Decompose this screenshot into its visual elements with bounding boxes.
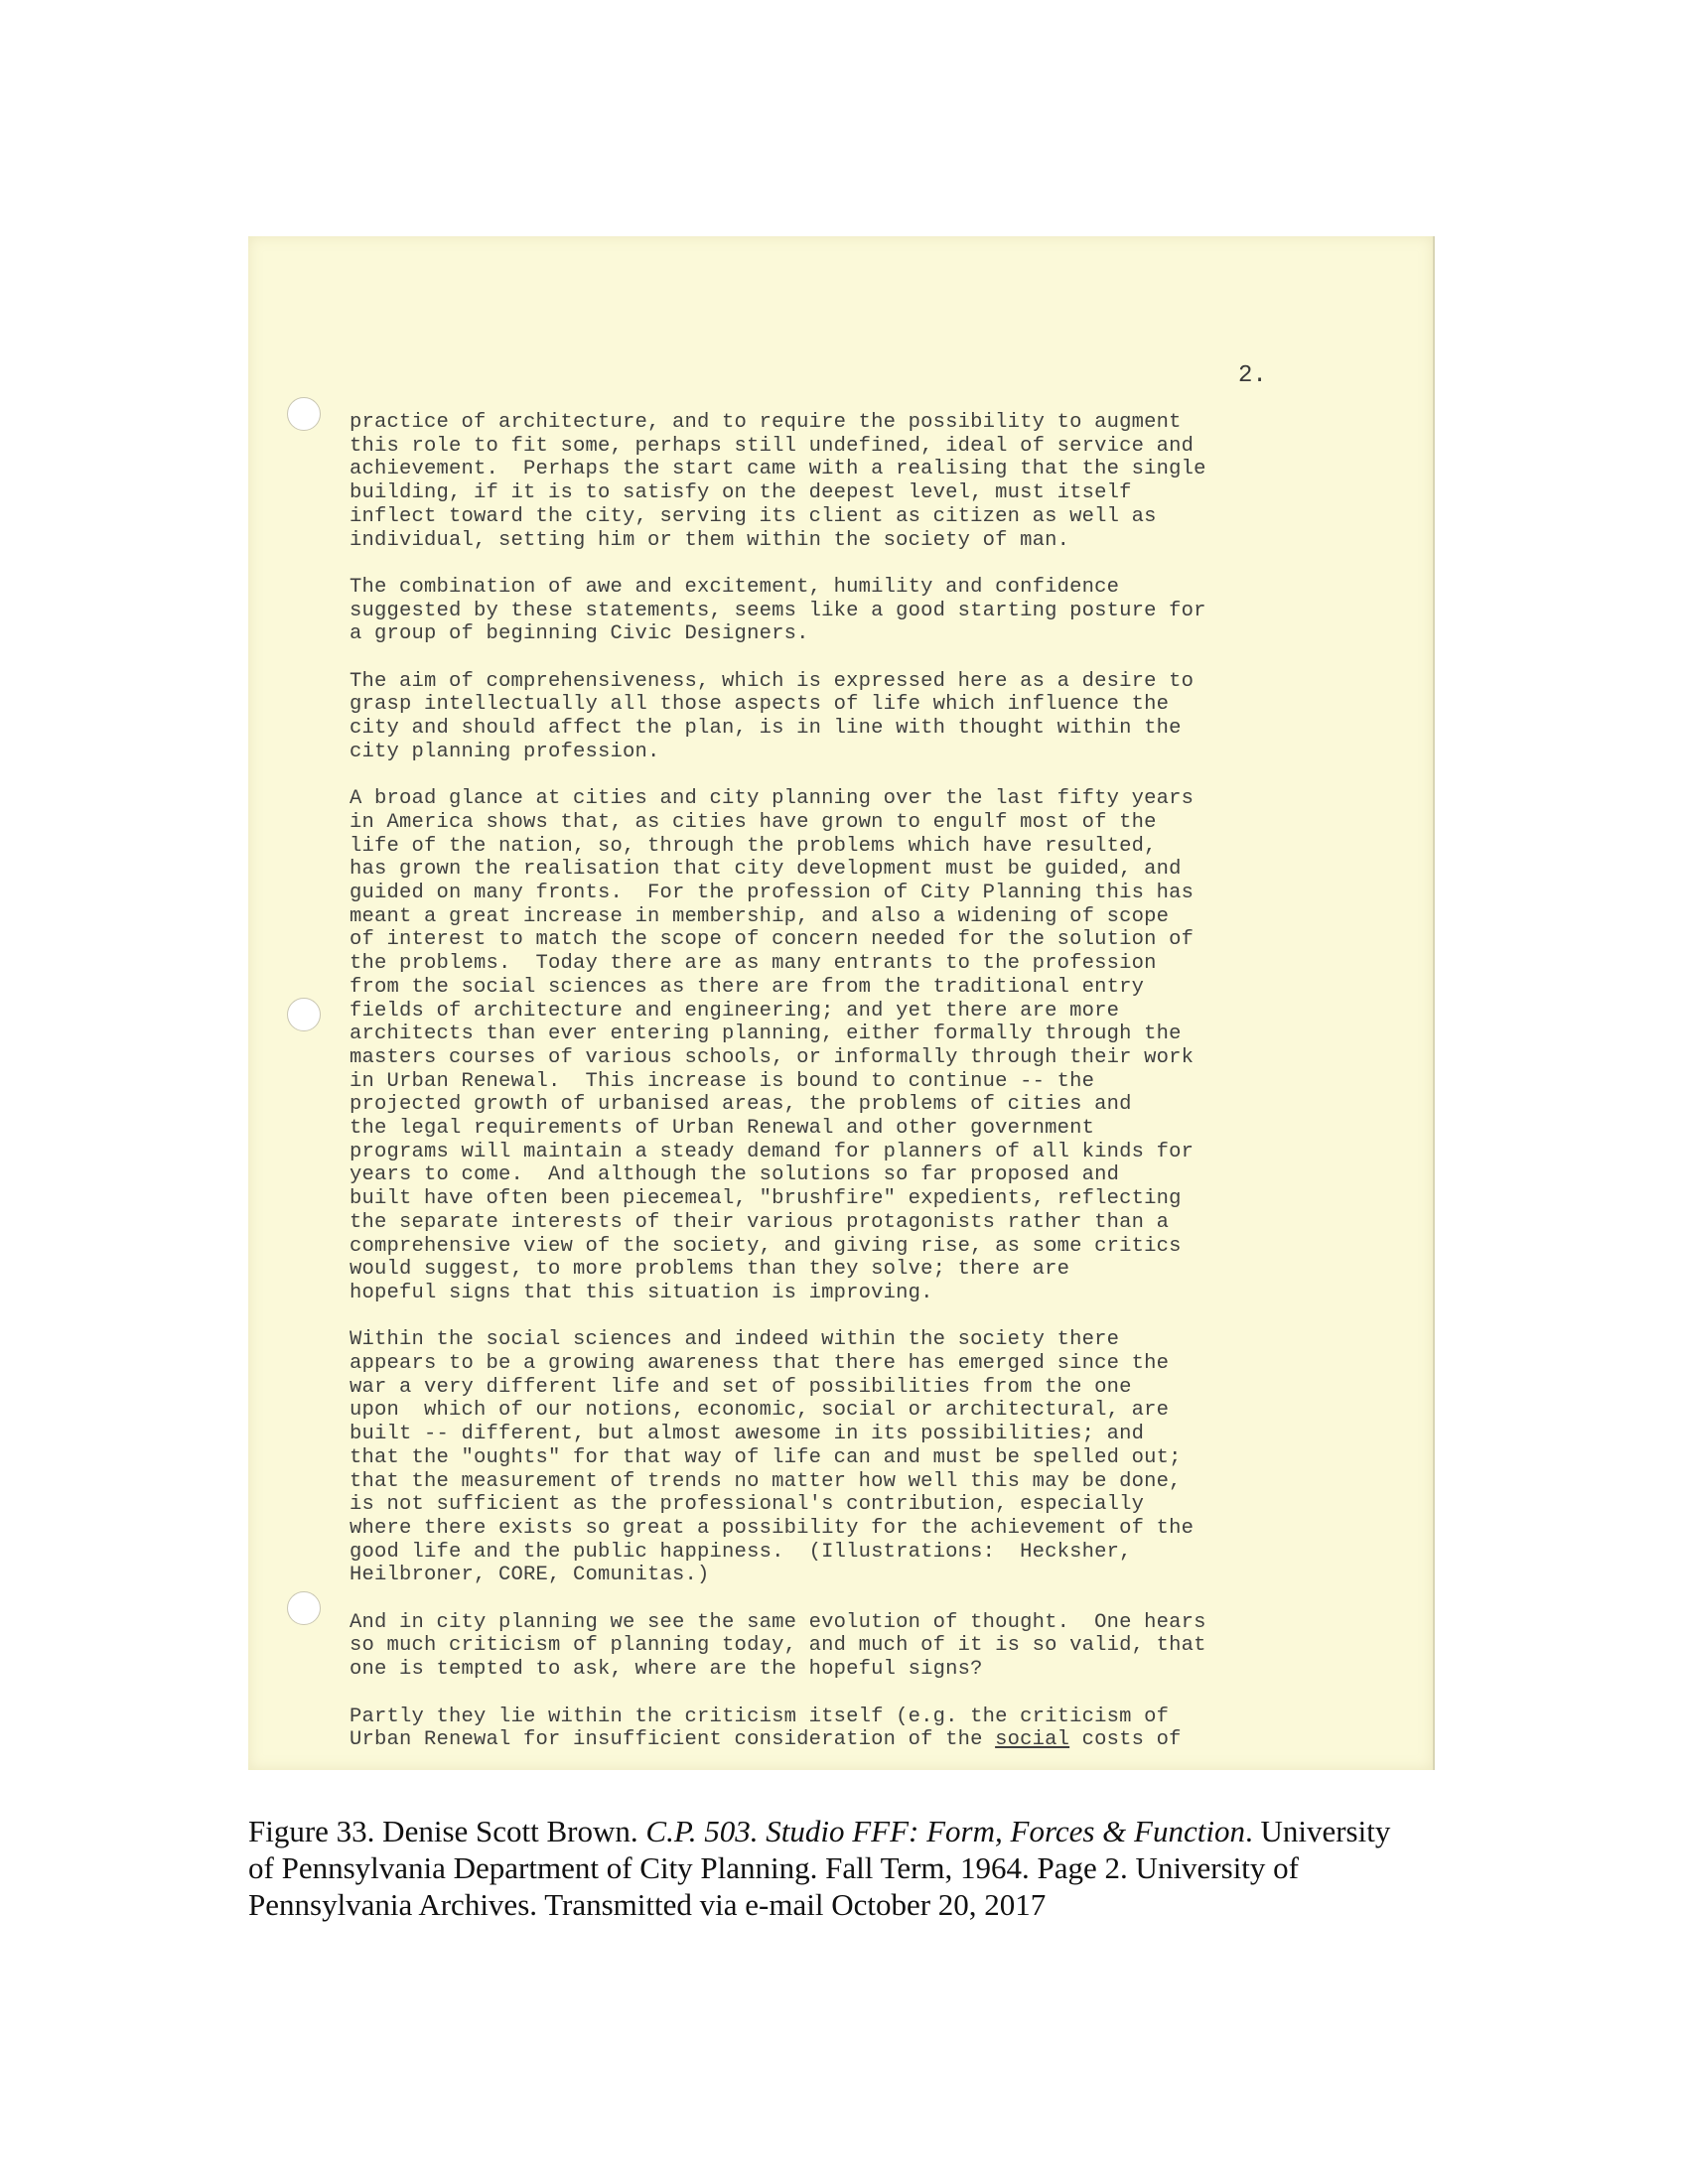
typescript-paragraph — [350, 411, 1402, 552]
typescript-line: this role to fit some, perhaps still undefined, ideal of service and — [350, 434, 1195, 458]
typescript-line: the separate interests of their various protagonists rather than a — [350, 1210, 1170, 1234]
typescript-paragraph — [350, 787, 1402, 1304]
typescript-line: fields of architecture and engineering; and yet there are more — [350, 999, 1120, 1023]
typescript-line: is not sufficient as the professional's contribution, especially — [350, 1493, 1145, 1517]
typescript-line: a group of beginning Civic Designers. — [350, 622, 809, 646]
caption-prefix: Figure 33. Denise Scott Brown. — [248, 1814, 646, 1848]
typescript-line: hopeful signs that this situation is improving. — [350, 1281, 933, 1304]
typescript-line: And in city planning we see the same evolution of thought. One hears — [350, 1610, 1206, 1634]
typescript-line: inflect toward the city, serving its client as citizen as well as — [350, 504, 1157, 528]
typescript-line: the problems. Today there are as many entrants to the profession — [350, 952, 1157, 976]
typescript-line: that the "oughts" for that way of life can and must be spelled out; — [350, 1445, 1182, 1469]
typescript-line: built -- different, but almost awesome in its possibilities; and — [350, 1423, 1145, 1446]
typescript-line: that the measurement of trends no matter how well this may be done, — [350, 1469, 1182, 1493]
line-text: costs of — [1069, 1728, 1182, 1752]
typescript-line: comprehensive view of the society, and giving rise, as some critics — [350, 1234, 1182, 1258]
typescript-line: built have often been piecemeal, "brushfire" expedients, reflecting — [350, 1187, 1182, 1211]
typescript-line: grasp intellectually all those aspects of life which influence the — [350, 693, 1170, 717]
typescript-line: meant a great increase in membership, and also a widening of scope — [350, 904, 1170, 928]
typescript-line: projected growth of urbanised areas, the problems of cities and — [350, 1093, 1132, 1117]
typescript-line: Partly they lie within the criticism itself (e.g. the criticism of — [350, 1705, 1170, 1728]
typescript-line: where there exists so great a possibility for the achievement of the — [350, 1516, 1195, 1540]
figure-caption — [248, 1813, 1420, 1923]
typescript-line: practice of architecture, and to require the possibility to augment — [350, 411, 1182, 434]
typescript-line: programs will maintain a steady demand for planners of all kinds for — [350, 1140, 1195, 1163]
typescript-line: architects than ever entering planning, either formally through the — [350, 1023, 1182, 1046]
typescript-line: good life and the public happiness. (Illustrations: Hecksher, — [350, 1540, 1132, 1564]
typescript-line: from the social sciences as there are from the traditional entry — [350, 975, 1145, 999]
typescript-line: A broad glance at cities and city planning over the last fifty years — [350, 787, 1195, 811]
typescript-line — [350, 1728, 1402, 1752]
typescript-line: so much criticism of planning today, and much of it is so valid, that — [350, 1634, 1206, 1658]
typescript-line: The aim of comprehensiveness, which is expressed here as a desire to — [350, 669, 1195, 693]
caption-title: C.P. 503. Studio FFF: Form, Forces & Function — [645, 1814, 1245, 1848]
typescript-line: appears to be a growing awareness that there has emerged since the — [350, 1352, 1170, 1376]
typescript-line: years to come. And although the solutions so far proposed and — [350, 1163, 1120, 1187]
typescript-line: upon which of our notions, economic, social or architectural, are — [350, 1399, 1170, 1423]
typescript-paragraph — [350, 1706, 1402, 1752]
typescript-line: life of the nation, so, through the problems which have resulted, — [350, 834, 1157, 858]
typescript-body — [350, 411, 1402, 1776]
typescript-line: war a very different life and set of possibilities from the one — [350, 1375, 1132, 1399]
line-text: Urban Renewal for insufficient consideration of the — [350, 1728, 996, 1752]
punch-hole — [287, 1591, 321, 1625]
typescript-line: city and should affect the plan, is in line with thought within the — [350, 717, 1182, 741]
typescript-paragraph — [350, 576, 1402, 646]
typescript-line: masters courses of various schools, or informally through their work — [350, 1045, 1195, 1069]
typescript-line: of interest to match the scope of concern needed for the solution of — [350, 928, 1195, 952]
typescript-line: guided on many fronts. For the profession of City Planning this has — [350, 882, 1195, 905]
typescript-line: Heilbroner, CORE, Comunitas.) — [350, 1564, 710, 1587]
typescript-line: one is tempted to ask, where are the hopeful signs? — [350, 1658, 983, 1682]
typescript-line: would suggest, to more problems than they solve; there are — [350, 1258, 1070, 1282]
typescript-line: Within the social sciences and indeed within the society there — [350, 1328, 1120, 1352]
typescript-line: the legal requirements of Urban Renewal and other government — [350, 1117, 1095, 1141]
typescript-line: individual, setting him or them within the society of man. — [350, 528, 1070, 552]
typescript-paragraph — [350, 1328, 1402, 1587]
typescript-line: suggested by these statements, seems like a good starting posture for — [350, 599, 1206, 622]
underlined-word: social — [995, 1728, 1070, 1752]
typescript-paragraph — [350, 670, 1402, 764]
punch-hole — [287, 998, 321, 1031]
typescript-line: achievement. Perhaps the start came with a realising that the single — [350, 458, 1206, 481]
typescript-paragraph — [350, 1611, 1402, 1682]
typescript-line: has grown the realisation that city development must be guided, and — [350, 858, 1182, 882]
typescript-line: in Urban Renewal. This increase is bound to continue -- the — [350, 1069, 1095, 1093]
typescript-line: building, if it is to satisfy on the deepest level, must itself — [350, 481, 1132, 505]
typescript-line: city planning profession. — [350, 740, 660, 763]
punch-hole — [287, 397, 321, 431]
page-number: 2. — [1238, 362, 1267, 389]
caption-suffix: . University of Pennsylvania Department of City Planning. Fall Term, 1964. Page 2. University of Pennsylvania Archives. Transmitted via e-mail October 20, 2017 — [248, 1814, 1391, 1922]
typescript-line: The combination of awe and excitement, humility and confidence — [350, 575, 1120, 599]
typescript-line: in America shows that, as cities have grown to engulf most of the — [350, 810, 1157, 834]
